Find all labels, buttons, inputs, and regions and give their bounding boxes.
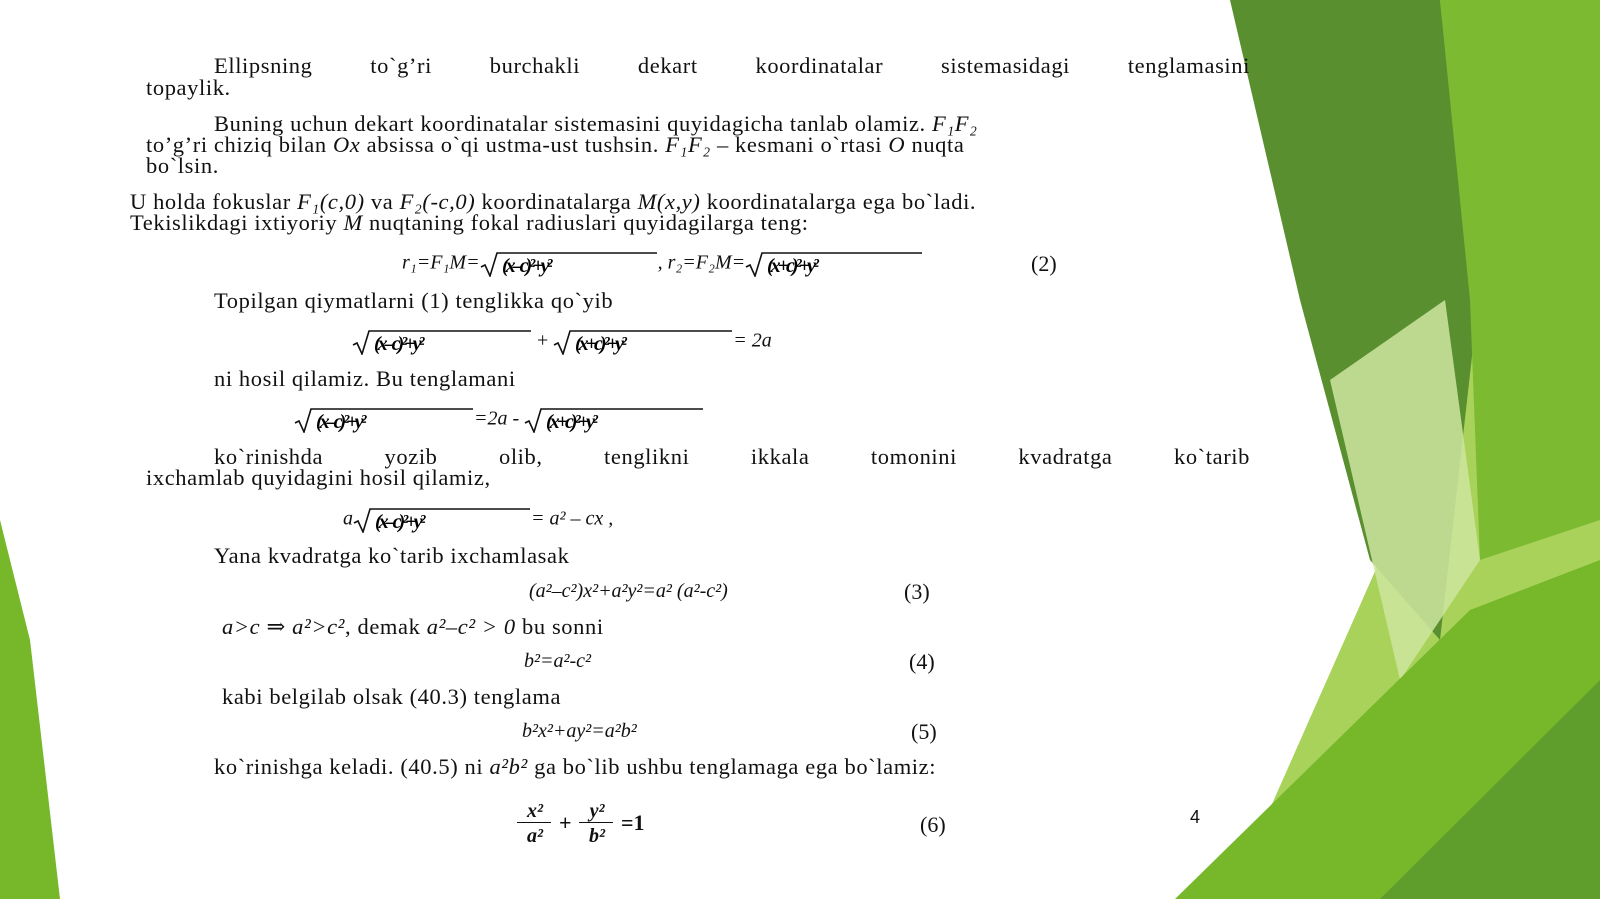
equation-2: r₁=F₁M= (x–c)²+y² , r₂=F₂M= (x+c)²+y²: [402, 251, 923, 277]
equation-rearranged: (x–c)²+y² =2a - (x+c)²+y²: [294, 407, 704, 433]
svg-text:(x+c)²+y²: (x+c)²+y²: [546, 411, 596, 433]
sqrt-radical: [553, 329, 733, 355]
sqrt-radical: [352, 329, 532, 355]
paragraph-7: Yana kvadratga ko`tarib ixchamlasak: [214, 543, 570, 568]
equation-2-number: (2): [1031, 251, 1057, 276]
fraction-2-denominator: b²: [589, 825, 605, 847]
sqrt-radical: [524, 407, 704, 433]
equation-3-number: (3): [904, 579, 930, 604]
equation-5: b²x²+ay²=a²b²: [522, 720, 637, 742]
fraction-1-bar: [517, 822, 551, 823]
paragraph-9: kabi belgilab olsak (40.3) tenglama: [222, 684, 562, 709]
equals-one: =1: [621, 810, 645, 835]
equation-6: [515, 800, 665, 850]
svg-text:(x+c)²+y²: (x+c)²+y²: [767, 255, 816, 277]
equation-3: (a²–c²)x²+a²y²=a² (a²-c²): [529, 580, 728, 602]
sqrt-radical: [294, 407, 474, 433]
equation-sum: (x–c)²+y² + (x+c)²+y² = 2a: [352, 329, 772, 355]
svg-text:(x–c)²+y²: (x–c)²+y²: [501, 255, 550, 277]
paragraph-2-line-3: bo`lsin.: [146, 153, 219, 178]
fraction-1-numerator: x²: [527, 800, 543, 822]
sqrt-radical: [745, 251, 923, 277]
sqrt-radical: [480, 251, 658, 277]
equation-6-number: (6): [920, 812, 946, 837]
plus-sign: +: [559, 810, 572, 835]
paragraph-5: ni hosil qilamiz. Bu tenglamani: [214, 366, 516, 391]
equation-5-number: (5): [911, 719, 937, 744]
paragraph-2-line-1: Buning uchun dekart koordinatalar sistemasini quyidagicha tanlab olamiz. F₁F₂: [214, 111, 978, 136]
paragraph-1-line-1: Ellipsning to`g’ri burchakli dekart koordinatalar sistemasidagi tenglamasini: [214, 53, 1250, 78]
fraction-2-bar: [579, 822, 613, 823]
equation-4-number: (4): [909, 649, 935, 674]
paragraph-2-line-2: to’g’ri chiziq bilan Ox absissa o`qi ustma-ust tushsin. F₁F₂ – kesmani o`rtasi O nuqta: [146, 132, 965, 157]
sqrt-radical: [353, 507, 531, 533]
paragraph-3-line-2: Tekislikdagi ixtiyoriy M nuqtaning fokal radiuslari quyidagilarga teng:: [130, 210, 809, 235]
fraction-1-denominator: a²: [527, 825, 543, 847]
paragraph-10: ko`rinishga keladi. (40.5) ni a²b² ga bo`lib ushbu tenglamaga ega bo`lamiz:: [214, 754, 937, 779]
equation-a-sqrt: a (x–c)²+y² = a² – cx ,: [343, 507, 614, 533]
paragraph-6-line-1: ko`rinishda yozib olib, tenglikni ikkala tomonini kvadratga ko`tarib: [214, 444, 1250, 469]
fraction-2-numerator: y²: [589, 800, 605, 822]
page-number: 4: [1190, 807, 1201, 827]
svg-text:(x–c)²+y²: (x–c)²+y²: [375, 511, 423, 533]
svg-text:(x+c)²+y²: (x+c)²+y²: [575, 333, 625, 355]
paragraph-4: Topilgan qiymatlarni (1) tenglikka qo`yib: [214, 288, 614, 313]
paragraph-1-line-2: topaylik.: [146, 75, 231, 100]
paragraph-6-line-2: ixchamlab quyidagini hosil qilamiz,: [146, 465, 491, 490]
equation-4: b²=a²-c²: [524, 650, 592, 672]
svg-text:(x–c)²+y²: (x–c)²+y²: [374, 333, 422, 355]
svg-text:(x–c)²+y²: (x–c)²+y²: [316, 411, 364, 433]
paragraph-3-line-1: U holda fokuslar F₁(c,0) va F₂(-c,0) koordinatalarga M(x,y) koordinatalarga ega bo`ladi.: [130, 189, 977, 214]
paragraph-8: a>c ⇒ a²>c², demak a²–c² > 0 bu sonni: [222, 614, 604, 639]
